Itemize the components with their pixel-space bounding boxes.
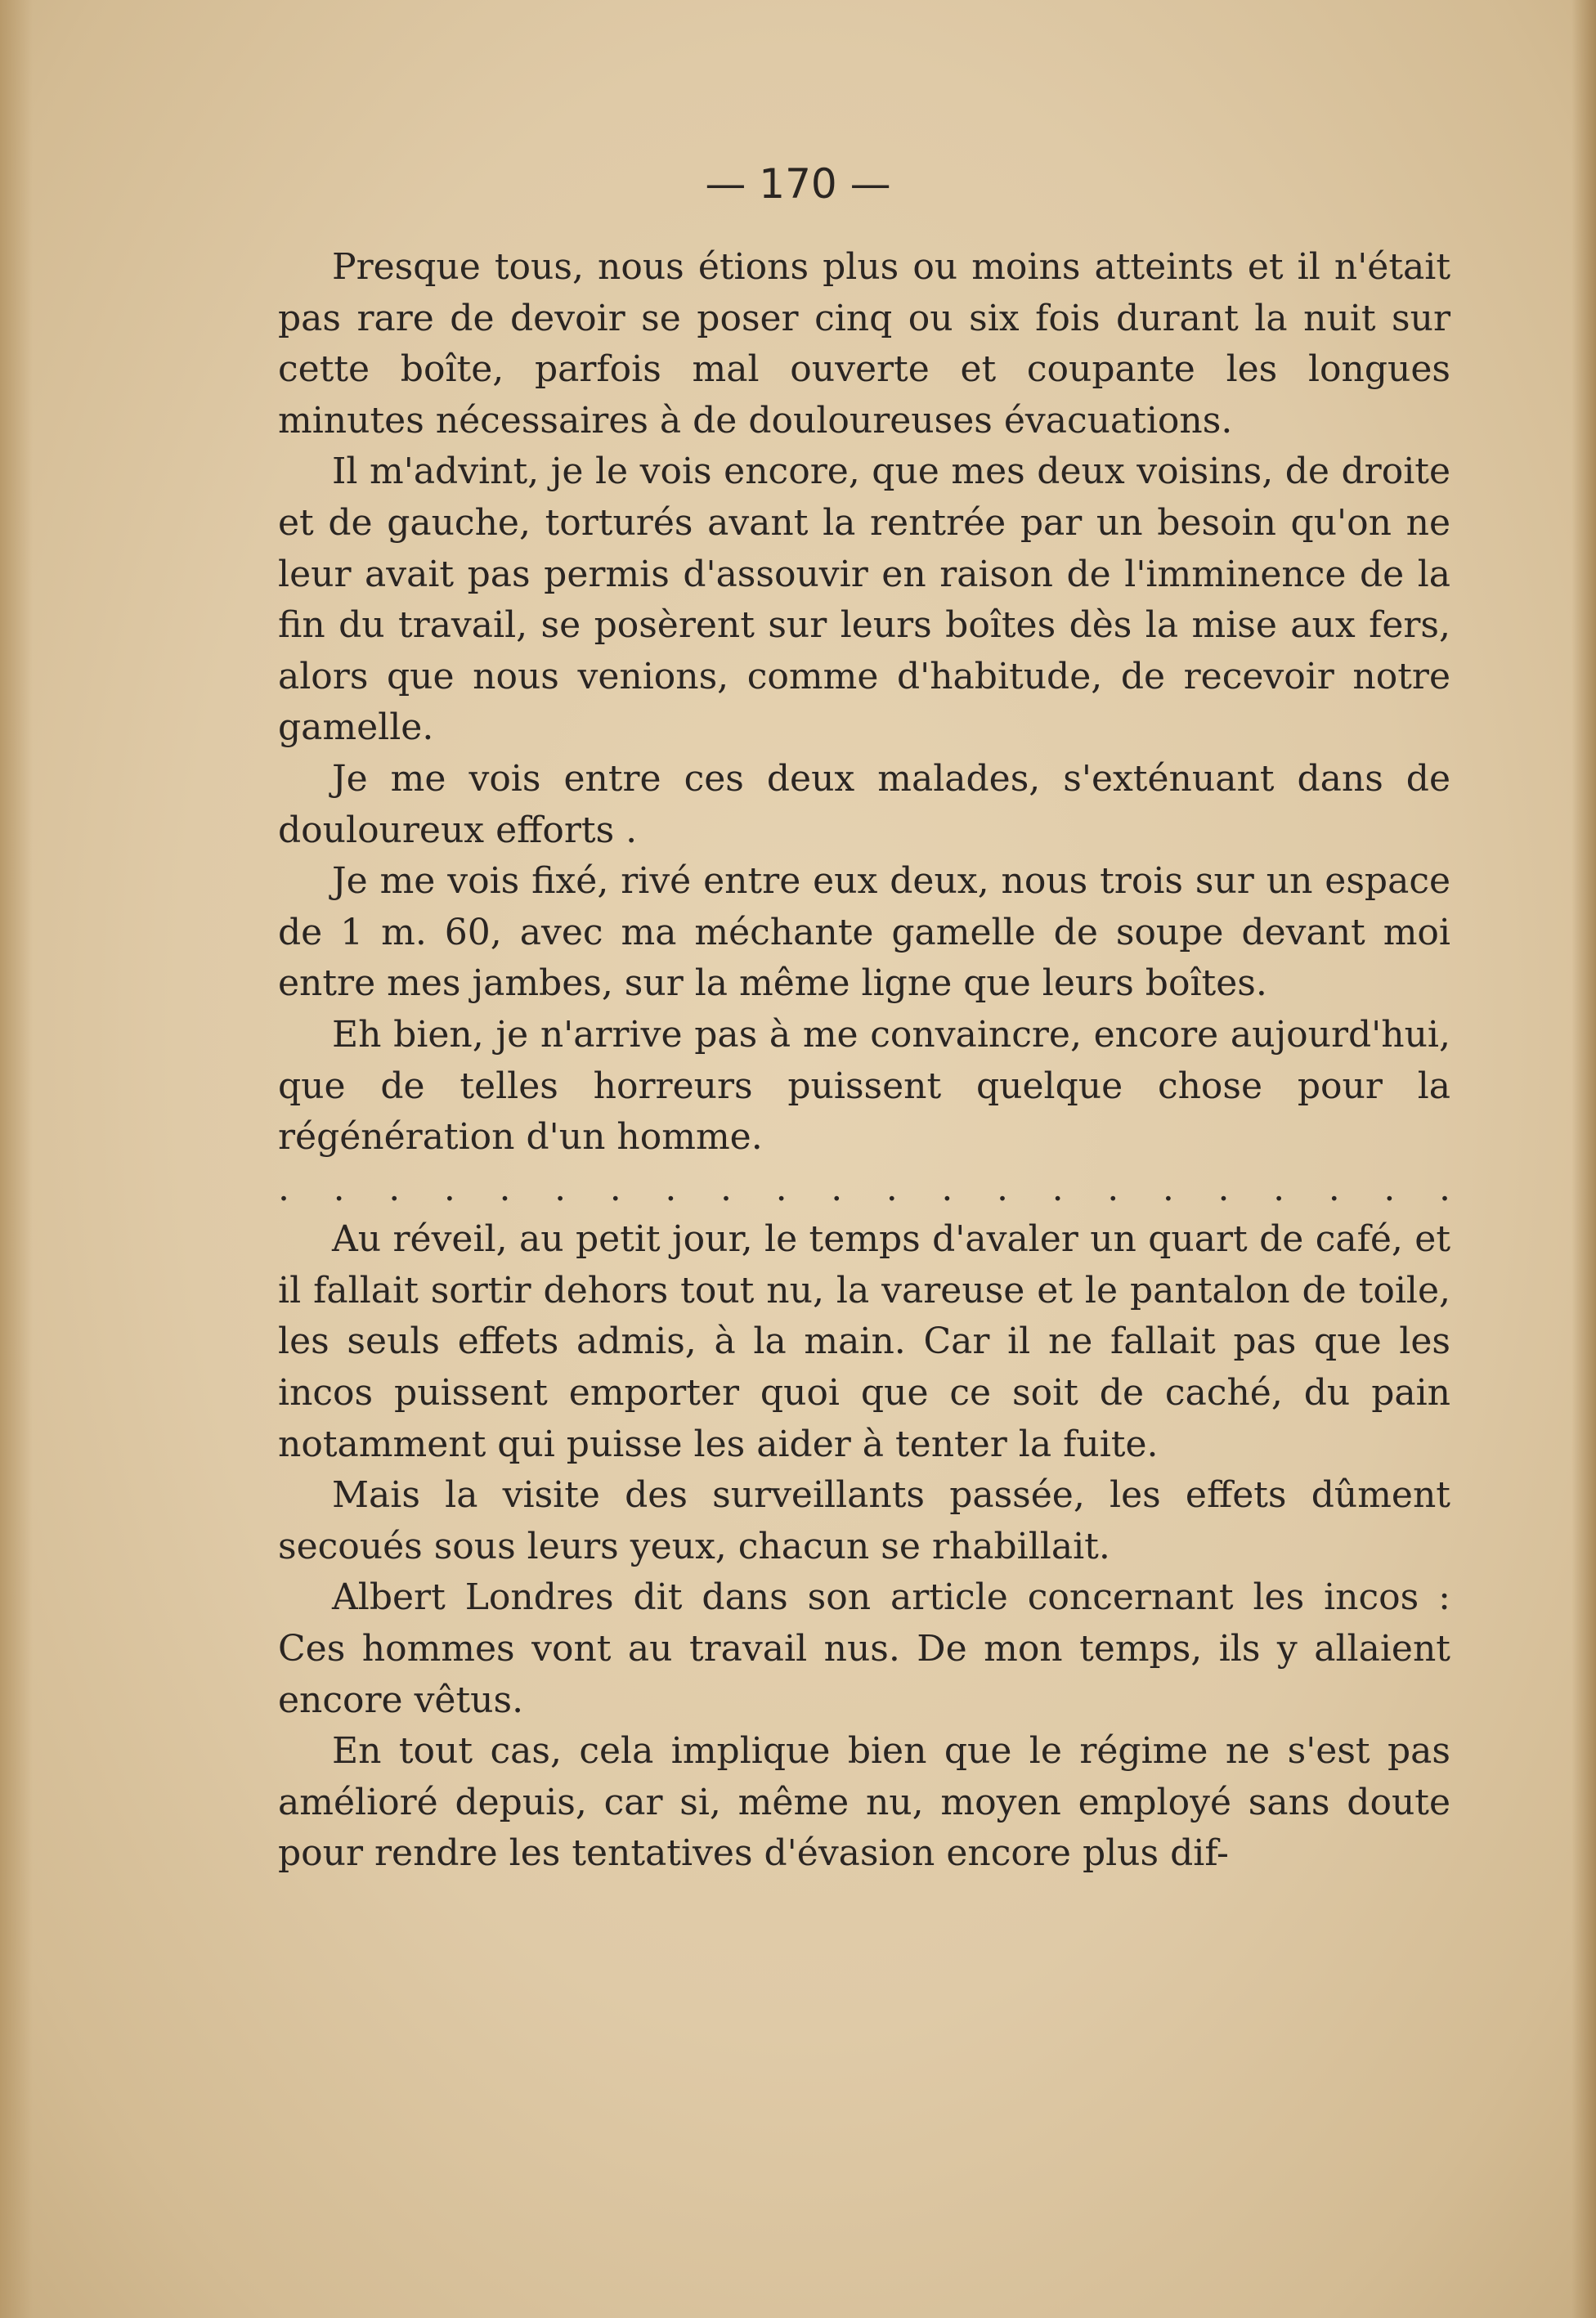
page-edge-left: [0, 0, 33, 2318]
paragraph: Albert Londres dit dans son article concernant les incos : Ces hommes vont au travail nus. De mon temps, ils y allaient encore vêtus.: [278, 1576, 1450, 1721]
section-break: . . . . . . . . . . . . . . . . . . . . . .: [278, 1167, 1450, 1209]
paragraph: Je me vois entre ces deux malades, s'exténuant dans de douloureux efforts .: [278, 757, 1450, 851]
paragraph: Je me vois fixé, rivé entre eux deux, nous trois sur un espace de 1 m. 60, avec ma méchante gamelle de soupe devant moi entre mes jambes, sur la même ligne que leurs boîtes.: [278, 860, 1450, 1005]
page-number: — 170 —: [705, 160, 891, 208]
paragraph: Il m'advint, je le vois encore, que mes deux voisins, de droite et de gauche, torturés avant la rentrée par un besoin qu'on ne leur avait pas permis d'assouvir en raison de l'imminence de la fin du travail, se posèrent sur leurs boîtes dès la mise aux fers, alors que nous venions, comme d'habitude, de recevoir notre gamelle.: [278, 451, 1450, 749]
paragraph: Mais la visite des surveillants passée, les effets dûment secoués sous leurs yeux, chacun se rhabillait.: [278, 1474, 1450, 1567]
paragraph: Presque tous, nous étions plus ou moins atteints et il n'était pas rare de devoir se poser cinq ou six fois durant la nuit sur cette boîte, parfois mal ouverte et coupante les longues minutes nécessaires à de douloureuses évacuations.: [278, 246, 1450, 442]
paragraph: Eh bien, je n'arrive pas à me convaincre, encore aujourd'hui, que de telles horreurs puissent quelque chose pour la régénération d'un homme.: [278, 1013, 1450, 1159]
body-text: [278, 242, 1450, 1880]
paragraph: En tout cas, cela implique bien que le régime ne s'est pas amélioré depuis, car si, même nu, moyen employé sans doute pour rendre les tentatives d'évasion encore plus dif-: [278, 1730, 1450, 1875]
page-edge-right: [1571, 0, 1596, 2318]
paragraph: Au réveil, au petit jour, le temps d'avaler un quart de café, et il fallait sortir dehors tout nu, la vareuse et le pantalon de toile, les seuls effets admis, à la main. Car il ne fallait pas que les incos puissent emporter quoi que ce soit de caché, du pain notamment qui puisse les aider à tenter la fuite.: [278, 1218, 1450, 1465]
